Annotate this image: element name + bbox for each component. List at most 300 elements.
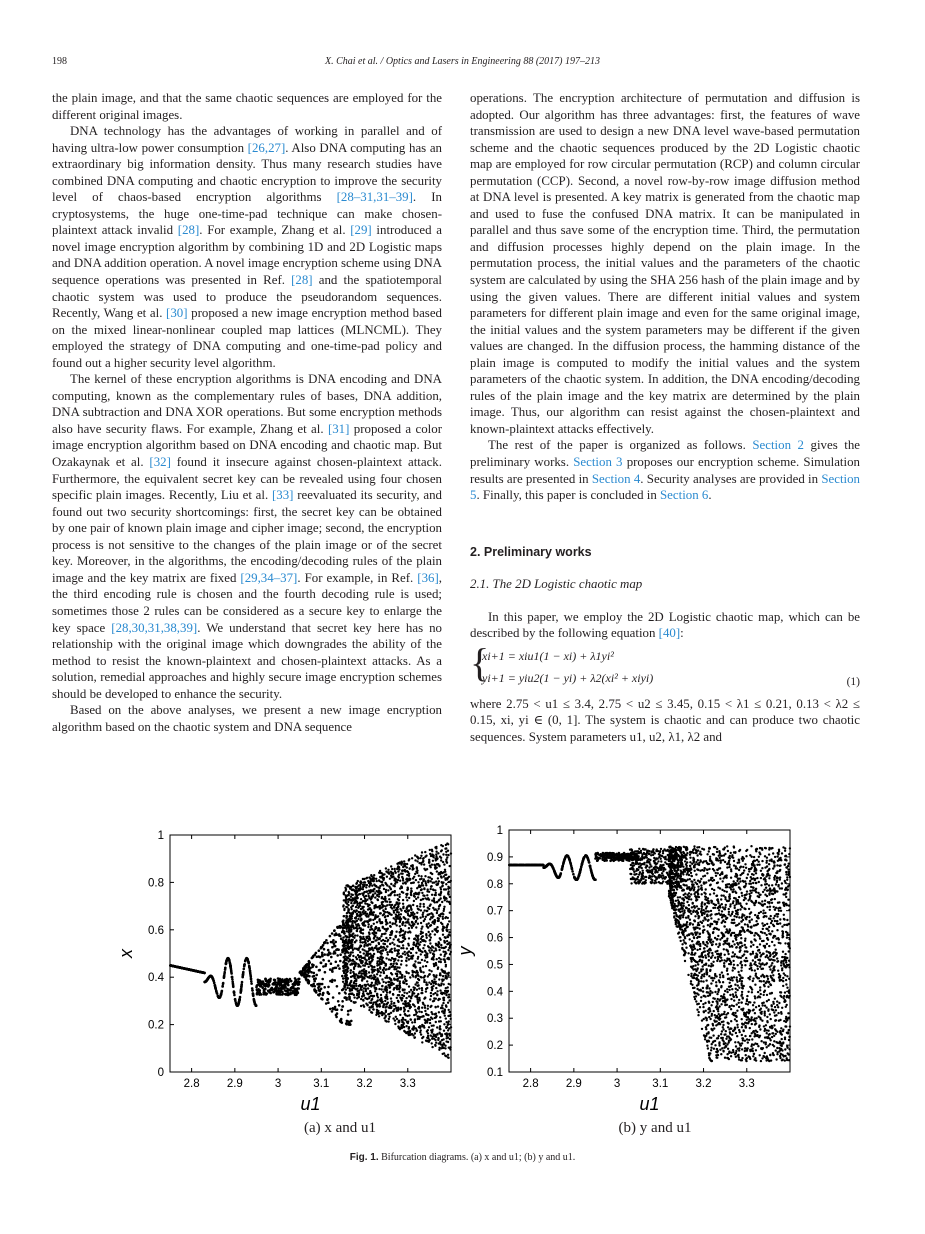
scatter-point: [413, 916, 415, 918]
citation-link[interactable]: [26,27]: [247, 140, 286, 155]
scatter-point: [346, 930, 348, 932]
scatter-point: [621, 853, 624, 856]
scatter-point: [278, 987, 281, 990]
scatter-point: [648, 861, 650, 863]
scatter-point: [442, 853, 444, 855]
scatter-point: [579, 870, 582, 873]
scatter-point: [357, 954, 359, 956]
scatter-point: [423, 920, 425, 922]
scatter-point: [416, 912, 418, 914]
scatter-point: [435, 858, 437, 860]
scatter-point: [373, 888, 375, 890]
scatter-point: [439, 989, 441, 991]
scatter-point: [432, 860, 434, 862]
scatter-point: [423, 944, 425, 946]
scatter-point: [360, 1005, 362, 1007]
scatter-point: [213, 982, 216, 985]
scatter-point: [358, 994, 360, 996]
section-link[interactable]: Section 5: [470, 471, 860, 503]
scatter-point: [394, 1023, 396, 1025]
scatter-point: [430, 880, 432, 882]
scatter-point: [574, 878, 577, 881]
section-link[interactable]: Section 3: [573, 455, 623, 470]
scatter-point: [342, 977, 345, 980]
scatter-point: [431, 1013, 433, 1015]
scatter-point: [585, 854, 588, 857]
scatter-point: [355, 927, 357, 929]
scatter-point: [360, 882, 362, 884]
bifurcation-plot-y-u1: [455, 818, 805, 1142]
scatter-point: [229, 964, 232, 967]
scatter-point: [367, 993, 369, 995]
scatter-point: [385, 923, 387, 925]
scatter-point: [399, 925, 401, 927]
scatter-point: [342, 905, 344, 907]
scatter-point: [420, 938, 422, 940]
scatter-point: [424, 960, 426, 962]
scatter-point: [612, 860, 615, 863]
scatter-point: [401, 1019, 403, 1021]
scatter-point: [353, 966, 355, 968]
scatter-point: [356, 904, 358, 906]
scatter-point: [370, 925, 372, 927]
scatter-point: [408, 972, 410, 974]
scatter-point: [378, 880, 380, 882]
scatter-point: [443, 1043, 445, 1045]
scatter-point: [223, 976, 226, 979]
scatter-point: [647, 858, 649, 860]
scatter-point: [380, 922, 382, 924]
scatter-point: [400, 872, 402, 874]
scatter-point: [439, 974, 441, 976]
scatter-point: [428, 935, 430, 937]
scatter-point: [414, 960, 416, 962]
scatter-point: [448, 1009, 450, 1011]
citation-link[interactable]: [28,30,31,38,39]: [111, 620, 198, 635]
scatter-point: [418, 862, 420, 864]
scatter-point: [445, 929, 447, 931]
scatter-point: [345, 1022, 348, 1025]
scatter-point: [404, 865, 406, 867]
scatter-point: [406, 870, 408, 872]
scatter-point: [344, 991, 346, 993]
scatter-point: [326, 953, 329, 956]
scatter-point: [384, 915, 386, 917]
scatter-point: [276, 990, 279, 993]
scatter-point: [426, 1040, 428, 1042]
scatter-point: [361, 906, 363, 908]
scatter-point: [392, 873, 394, 875]
scatter-point: [651, 872, 653, 874]
scatter-point: [352, 898, 354, 900]
scatter-point: [651, 869, 653, 871]
scatter-point: [445, 854, 447, 856]
scatter-point: [347, 978, 349, 980]
scatter-point: [635, 858, 637, 860]
scatter-point: [447, 917, 449, 919]
scatter-point: [400, 929, 402, 931]
y-tick-label: 0.3: [487, 1013, 503, 1026]
scatter-point: [450, 1018, 452, 1020]
scatter-point: [646, 852, 648, 854]
scatter-point: [661, 877, 663, 879]
scatter-point: [398, 868, 400, 870]
scatter-point: [348, 993, 350, 995]
scatter-point: [389, 925, 391, 927]
scatter-point: [331, 1010, 334, 1013]
scatter-point: [231, 981, 234, 984]
citation-link[interactable]: [31]: [327, 421, 350, 436]
scatter-point: [287, 991, 290, 994]
scatter-point: [645, 876, 647, 878]
bifurcation-plot-x-u1: [110, 822, 460, 1142]
scatter-point: [417, 935, 419, 937]
scatter-point: [335, 933, 338, 936]
scatter-point: [643, 853, 645, 855]
scatter-point: [441, 1010, 443, 1012]
scatter-point: [374, 916, 376, 918]
scatter-point: [412, 1003, 414, 1005]
scatter-point: [632, 862, 634, 864]
equation-brace: {: [470, 639, 490, 685]
scatter-point: [641, 867, 643, 869]
scatter-point: [390, 883, 392, 885]
scatter-point: [416, 981, 418, 983]
scatter-point: [421, 888, 423, 890]
paragraph: In this paper, we employ the 2D Logistic chaotic map, which can be described by the following equation [40]:: [470, 609, 860, 641]
scatter-point: [539, 864, 542, 867]
scatter-point: [443, 983, 445, 985]
scatter-point: [520, 864, 523, 867]
scatter-point: [428, 981, 430, 983]
scatter-point: [433, 1033, 435, 1035]
scatter-point: [355, 892, 357, 894]
citation-link[interactable]: [28]: [177, 223, 200, 238]
scatter-point: [355, 924, 357, 926]
scatter-point: [393, 979, 395, 981]
scatter-point: [369, 908, 371, 910]
scatter-point: [315, 991, 318, 994]
scatter-point: [377, 951, 379, 953]
scatter-point: [384, 1020, 386, 1022]
scatter-point: [422, 1002, 424, 1004]
citation-link[interactable]: [29,34–37]: [240, 570, 298, 585]
scatter-point: [412, 986, 414, 988]
y-tick-label: 0.2: [148, 1019, 164, 1032]
scatter-point: [390, 865, 392, 867]
scatter-point: [383, 888, 385, 890]
scatter-point: [431, 1046, 433, 1048]
scatter-point: [404, 1008, 406, 1010]
scatter-point: [657, 860, 659, 862]
scatter-point: [399, 985, 401, 987]
scatter-point: [447, 1022, 449, 1024]
scatter-point: [342, 947, 344, 949]
scatter-point: [389, 949, 391, 951]
scatter-point: [654, 859, 656, 861]
scatter-point: [448, 1011, 450, 1013]
scatter-point: [376, 894, 378, 896]
scatter-point: [400, 1008, 402, 1010]
section-link[interactable]: Section 6: [660, 488, 709, 503]
plot-frame: [170, 835, 451, 1072]
scatter-point: [284, 985, 287, 988]
scatter-point: [380, 892, 382, 894]
scatter-point: [334, 1006, 337, 1009]
scatter-point: [369, 881, 371, 883]
scatter-point: [421, 951, 423, 953]
scatter-point: [448, 999, 450, 1001]
x-tick-label: 2.8: [522, 1078, 539, 1090]
scatter-point: [353, 985, 355, 987]
scatter-point: [400, 1025, 402, 1027]
scatter-point: [408, 995, 410, 997]
scatter-point: [272, 983, 275, 986]
scatter-point: [376, 983, 378, 985]
scatter-point: [372, 877, 374, 879]
scatter-point: [321, 952, 324, 955]
y-tick-label: 0.2: [487, 1040, 503, 1053]
scatter-point: [320, 997, 323, 1000]
scatter-point: [362, 990, 364, 992]
scatter-point: [294, 983, 297, 986]
scatter-point: [406, 899, 408, 901]
scatter-point: [363, 900, 365, 902]
scatter-point: [441, 1004, 443, 1006]
scatter-point: [398, 866, 400, 868]
scatter-point: [425, 882, 427, 884]
scatter-point: [421, 992, 423, 994]
scatter-point: [423, 903, 425, 905]
scatter-point: [358, 925, 360, 927]
scatter-point: [393, 960, 395, 962]
scatter-point: [438, 1049, 440, 1051]
scatter-point: [391, 951, 393, 953]
scatter-point: [406, 894, 408, 896]
scatter-point: [436, 901, 438, 903]
scatter-point: [345, 888, 347, 890]
scatter-point: [435, 1013, 437, 1015]
scatter-point: [374, 947, 376, 949]
scatter-point: [396, 970, 398, 972]
scatter-point: [351, 975, 353, 977]
scatter-point: [346, 936, 348, 938]
scatter-point: [391, 930, 393, 932]
scatter-point: [442, 845, 444, 847]
scatter-point: [428, 891, 430, 893]
scatter-point: [421, 959, 423, 961]
scatter-point: [432, 953, 434, 955]
scatter-point: [369, 962, 371, 964]
scatter-point: [423, 939, 425, 941]
scatter-point: [419, 903, 421, 905]
scatter-point: [285, 990, 288, 993]
scatter-point: [430, 1016, 432, 1018]
scatter-point: [360, 988, 362, 990]
scatter-point: [379, 907, 381, 909]
scatter-point: [347, 952, 349, 954]
scatter-point: [286, 978, 289, 981]
scatter-point: [434, 865, 436, 867]
scatter-point: [445, 1004, 447, 1006]
scatter-point: [421, 989, 423, 991]
scatter-point: [422, 965, 424, 967]
scatter-point: [224, 967, 227, 970]
scatter-point: [376, 880, 378, 882]
citation-link[interactable]: [36]: [417, 570, 439, 585]
scatter-point: [666, 858, 668, 860]
citation-link[interactable]: [32]: [149, 455, 171, 470]
scatter-point: [399, 972, 401, 974]
scatter-point: [614, 857, 617, 860]
scatter-point: [400, 941, 402, 943]
scatter-point: [630, 864, 632, 866]
scatter-point: [414, 1032, 416, 1034]
citation-link[interactable]: [28–31,31–39]: [336, 190, 413, 205]
scatter-point: [263, 992, 266, 995]
scatter-point: [348, 996, 350, 998]
scatter-point: [448, 1027, 450, 1029]
left-column: [52, 90, 442, 735]
citation-link[interactable]: [28]: [291, 273, 313, 288]
scatter-point: [382, 926, 384, 928]
scatter-point: [250, 980, 253, 983]
scatter-point: [313, 978, 316, 981]
scatter-point: [360, 975, 362, 977]
scatter-point: [405, 1000, 407, 1002]
scatter-point: [347, 1010, 350, 1013]
scatter-point: [389, 986, 391, 988]
citation-link[interactable]: [40]: [658, 626, 681, 641]
scatter-point: [409, 1018, 411, 1020]
scatter-point: [366, 899, 368, 901]
citation-link[interactable]: [29]: [350, 223, 372, 238]
scatter-point: [402, 877, 404, 879]
scatter-point: [280, 990, 283, 993]
section-link[interactable]: Section 4: [591, 471, 641, 486]
scatter-point: [418, 875, 420, 877]
scatter-point: [656, 862, 658, 864]
citation-link[interactable]: [33]: [272, 488, 294, 503]
scatter-point: [633, 864, 635, 866]
scatter-point: [405, 1025, 407, 1027]
scatter-point: [342, 967, 344, 969]
scatter-point: [349, 1009, 352, 1012]
citation-link[interactable]: [30]: [166, 306, 188, 321]
scatter-point: [428, 899, 430, 901]
scatter-point: [404, 1013, 406, 1015]
scatter-point: [327, 992, 330, 995]
scatter-point: [367, 940, 369, 942]
scatter-point: [401, 974, 403, 976]
scatter-point: [371, 902, 373, 904]
scatter-point: [441, 901, 443, 903]
scatter-point: [343, 915, 345, 917]
scatter-point: [445, 1026, 447, 1028]
scatter-point: [403, 863, 405, 865]
scatter-point: [404, 951, 406, 953]
scatter-point: [423, 976, 425, 978]
scatter-point: [404, 975, 406, 977]
scatter-point: [438, 899, 440, 901]
scatter-point: [437, 968, 439, 970]
scatter-point: [445, 898, 447, 900]
scatter-point: [414, 995, 416, 997]
scatter-point: [408, 944, 410, 946]
y-tick-label: 0.5: [487, 959, 503, 972]
scatter-point: [344, 959, 346, 961]
scatter-point: [423, 981, 425, 983]
scatter-point: [328, 951, 331, 954]
scatter-point: [372, 1002, 374, 1004]
scatter-point: [414, 873, 416, 875]
scatter-point: [350, 951, 352, 953]
scatter-point: [283, 981, 286, 984]
scatter-point: [441, 882, 443, 884]
scatter-point: [334, 979, 337, 982]
scatter-point: [441, 971, 443, 973]
scatter-point: [373, 931, 375, 933]
scatter-point: [449, 945, 451, 947]
scatter-point: [647, 850, 649, 852]
scatter-point: [406, 952, 408, 954]
scatter-point: [252, 992, 255, 995]
scatter-point: [392, 1017, 394, 1019]
scatter-point: [381, 1011, 383, 1013]
scatter-point: [353, 996, 355, 998]
x-tick-label: 3: [274, 1078, 282, 1090]
scatter-point: [338, 967, 341, 970]
scatter-point: [447, 986, 449, 988]
scatter-point: [401, 870, 403, 872]
scatter-point: [355, 978, 357, 980]
scatter-point: [449, 865, 451, 867]
scatter-point: [656, 866, 658, 868]
section-link[interactable]: Section 2: [752, 438, 804, 453]
scatter-point: [415, 879, 417, 881]
scatter-point: [437, 920, 439, 922]
scatter-point: [358, 985, 360, 987]
scatter-point: [359, 966, 361, 968]
scatter-point: [635, 873, 637, 875]
scatter-point: [366, 920, 368, 922]
scatter-point: [411, 927, 413, 929]
scatter-point: [431, 878, 433, 880]
scatter-point: [348, 939, 350, 941]
scatter-point: [364, 965, 366, 967]
scatter-point: [403, 992, 405, 994]
scatter-point: [386, 951, 388, 953]
scatter-point: [397, 917, 399, 919]
scatter-point: [378, 872, 380, 874]
scatter-point: [335, 961, 338, 964]
scatter-point: [409, 905, 411, 907]
scatter-point: [413, 895, 415, 897]
scatter-point: [412, 866, 414, 868]
scatter-point: [427, 926, 429, 928]
scatter-point: [632, 851, 634, 853]
scatter-point: [347, 945, 349, 947]
scatter-point: [395, 913, 397, 915]
scatter-point: [376, 1012, 378, 1014]
scatter-point: [378, 938, 380, 940]
scatter-point: [433, 975, 435, 977]
scatter-point: [388, 1018, 390, 1020]
scatter-point: [440, 992, 442, 994]
scatter-point: [396, 909, 398, 911]
scatter-point: [450, 852, 452, 854]
scatter-point: [594, 857, 597, 860]
